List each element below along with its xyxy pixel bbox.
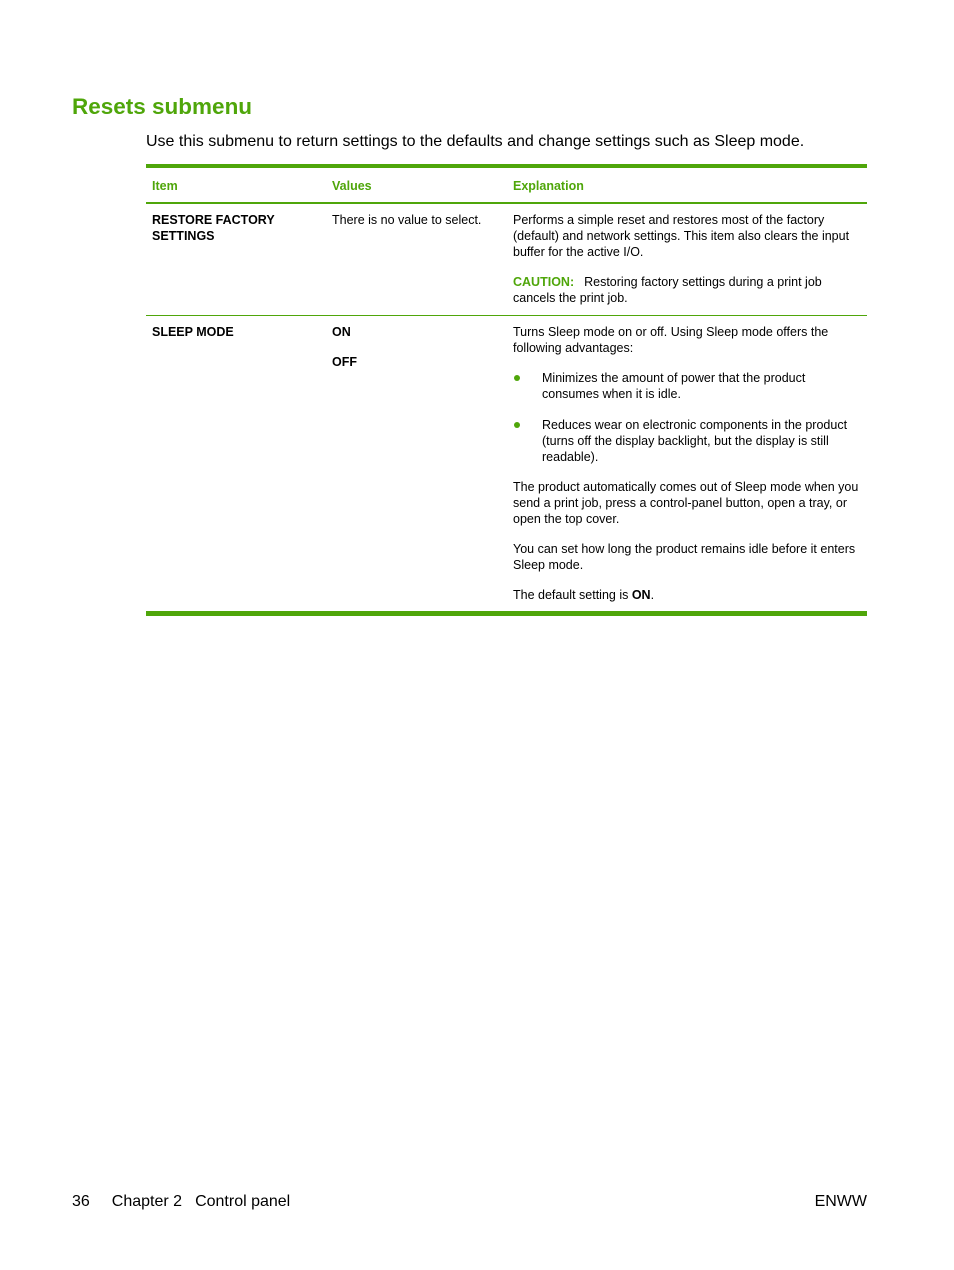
caution-text: Restoring factory settings during a print job cancels the print job.: [513, 275, 822, 305]
value-option-off: OFF: [332, 355, 357, 369]
page-title: Resets submenu: [72, 94, 253, 119]
list-item-text: Reduces wear on electronic components in the product (turns off the display backlight, but the display is still readable).: [542, 418, 848, 464]
table-header: [146, 166, 867, 203]
table-row: [146, 316, 867, 614]
bullet-dot-icon: [514, 375, 520, 381]
table-row: [146, 203, 867, 316]
footer-right: ENWW: [814, 1193, 867, 1210]
intro-text: Use this submenu to return settings to the defaults and change settings such as Sleep mode.: [146, 133, 805, 150]
explanation-intro: Turns Sleep mode on or off. Using Sleep mode offers the following advantages:: [513, 325, 829, 355]
explanation-cell: [507, 203, 867, 316]
default-value: ON: [631, 588, 651, 602]
default-prefix: The default setting is: [513, 588, 632, 602]
list-item: [513, 417, 861, 465]
page-number: 36: [72, 1193, 90, 1210]
header-item: Item: [146, 166, 326, 203]
idle-paragraph: You can set how long the product remains idle before it enters Sleep mode.: [513, 542, 856, 572]
value-cell: There is no value to select.: [326, 203, 507, 316]
chapter-label: Chapter 2: [111, 1193, 183, 1210]
caution-label: CAUTION:: [513, 275, 575, 289]
resets-table: [146, 164, 867, 616]
footer-left: [72, 1192, 290, 1212]
value-cell: [326, 316, 507, 614]
header-explanation: Explanation: [507, 166, 867, 203]
default-setting: [513, 587, 861, 603]
section-label: Control panel: [195, 1193, 291, 1210]
caution-note: [513, 274, 861, 306]
default-suffix: .: [650, 588, 655, 602]
value-option-on: ON: [332, 325, 351, 339]
bullet-dot-icon: [514, 422, 520, 428]
header-values: Values: [326, 166, 507, 203]
explanation-cell: [507, 316, 867, 614]
list-item: [513, 370, 861, 402]
list-item-text: Minimizes the amount of power that the product consumes when it is idle.: [542, 371, 806, 401]
wake-paragraph: The product automatically comes out of Sleep mode when you send a print job, press a control-panel button, open a tray, or open the top cover.: [513, 480, 859, 526]
item-cell: SLEEP MODE: [146, 316, 326, 614]
item-cell: RESTORE FACTORY SETTINGS: [146, 203, 326, 316]
explanation-text: Performs a simple reset and restores most of the factory (default) and network settings. This item also clears the input buffer for the active I/O.: [513, 213, 850, 259]
advantages-list: [513, 370, 861, 465]
